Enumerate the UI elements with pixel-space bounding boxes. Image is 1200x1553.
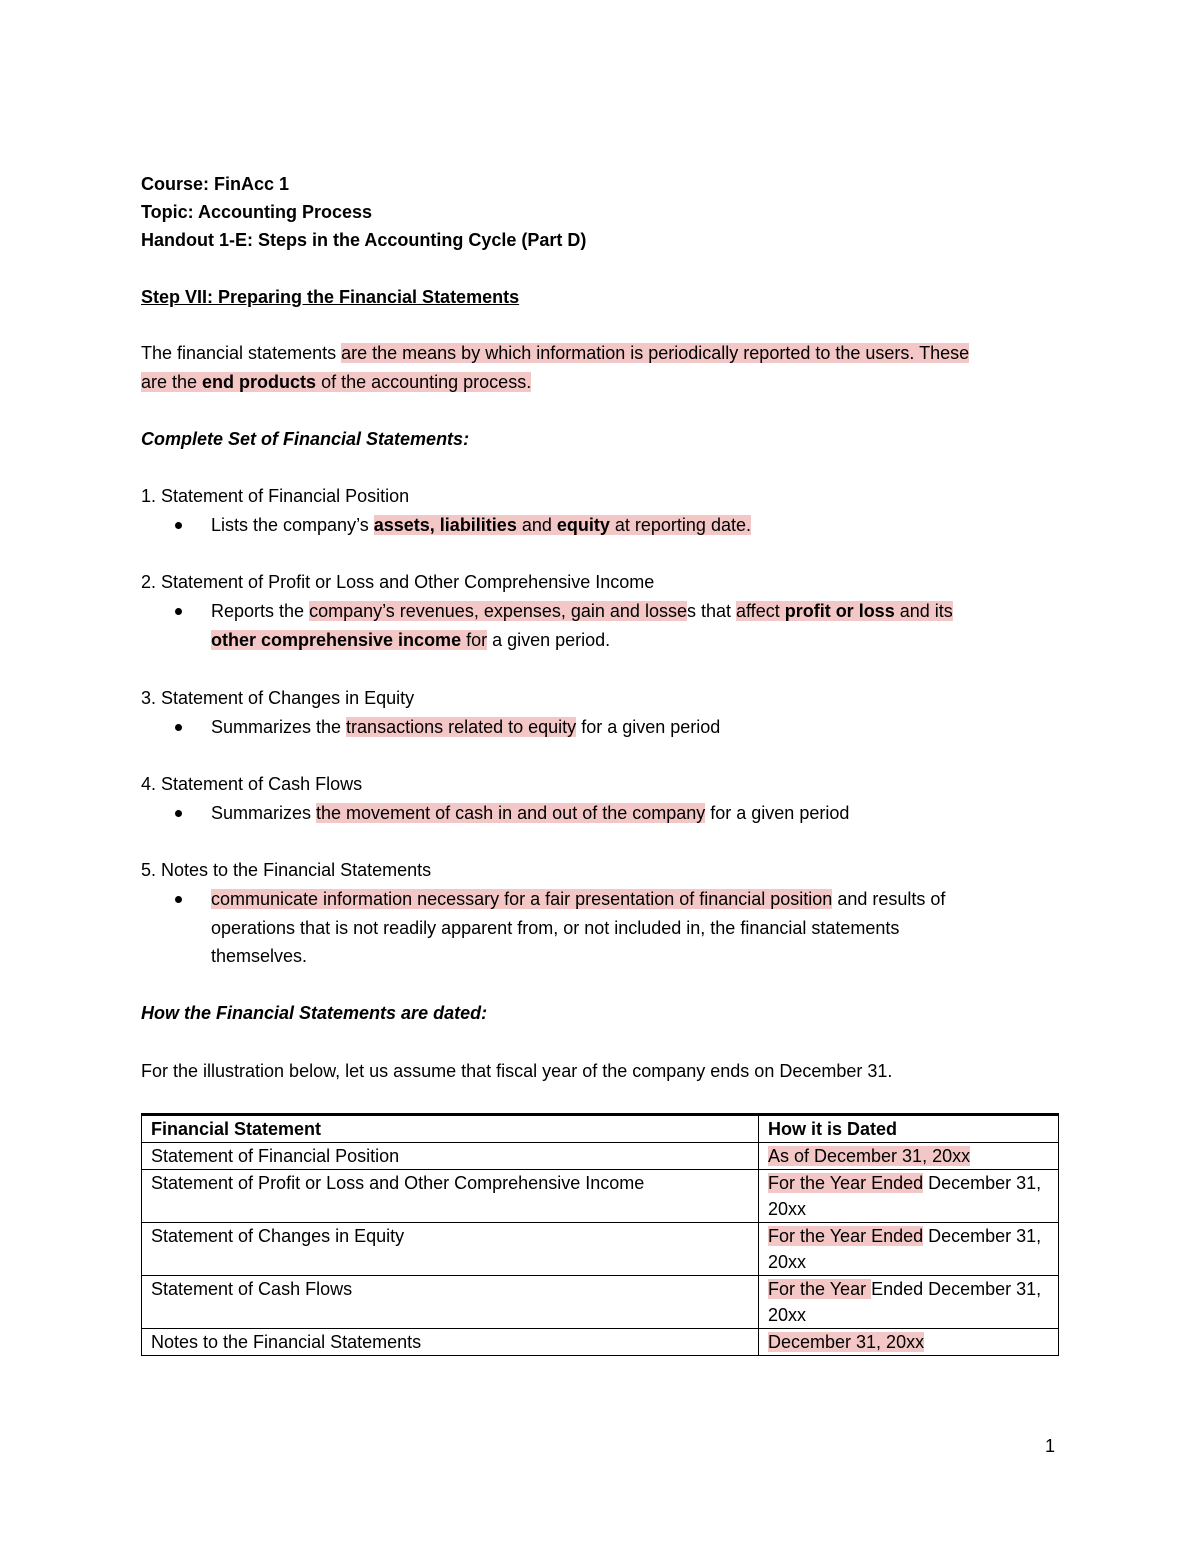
bullet-icon	[175, 810, 182, 817]
bullet-icon	[175, 522, 182, 529]
table-cell	[759, 1276, 1059, 1329]
item-1-desc	[211, 511, 751, 539]
table-cell: Statement of Cash Flows	[142, 1276, 759, 1329]
intro-highlight-2b: end products	[202, 372, 317, 392]
table-cell: Statement of Profit or Loss and Other Comprehensive Income	[142, 1170, 759, 1223]
table-cell	[759, 1329, 1059, 1356]
item-2-desc-line-1	[211, 597, 953, 625]
dating-table	[141, 1113, 1059, 1356]
highlight: other comprehensive income	[211, 630, 462, 650]
table-row	[142, 1276, 1059, 1329]
highlight: For the Year Ended	[768, 1173, 924, 1193]
highlight: For the Year Ended	[768, 1226, 924, 1246]
complete-set-heading: Complete Set of Financial Statements:	[141, 429, 470, 449]
highlight: the movement of cash in and out of the company	[316, 803, 706, 823]
highlight: affect	[736, 601, 785, 621]
intro-text: The financial statements	[141, 343, 342, 363]
intro-highlight-2c: of the accounting process.	[316, 372, 532, 392]
handout-title: Handout 1-E: Steps in the Accounting Cycle (Part D)	[141, 230, 587, 250]
table-row	[142, 1170, 1059, 1223]
table-row	[142, 1223, 1059, 1276]
item-4-desc	[211, 799, 849, 827]
text: Lists the company’s	[211, 515, 374, 535]
highlight: assets, liabilities	[373, 515, 517, 535]
text: a given period.	[487, 630, 611, 650]
highlight: communicate information necessary for a fair presentation of financial position	[211, 889, 833, 909]
intro-highlight-2a: are the	[141, 372, 203, 392]
highlight: transactions related to equity	[346, 717, 577, 737]
item-3-title: 3. Statement of Changes in Equity	[141, 688, 415, 708]
item-3-desc	[211, 713, 720, 741]
intro-highlight-1: are the means by which information is periodically reported to the users. These	[341, 343, 970, 363]
text: s that	[686, 601, 736, 621]
text: and results of	[832, 889, 946, 909]
highlight: As of December 31, 20xx	[768, 1146, 971, 1166]
highlight: and its	[894, 601, 953, 621]
item-2-title: 2. Statement of Profit or Loss and Other Comprehensive Income	[141, 572, 655, 592]
item-5-desc-line-1	[211, 885, 945, 913]
topic-line: Topic: Accounting Process	[141, 202, 373, 222]
text: Summarizes the	[211, 717, 347, 737]
text: Summarizes	[211, 803, 317, 823]
table-cell: Notes to the Financial Statements	[142, 1329, 759, 1356]
column-header: How it is Dated	[759, 1115, 1059, 1143]
table-cell	[759, 1143, 1059, 1170]
highlight: company’s revenues, expenses, gain and losse	[309, 601, 687, 621]
text: Ended December 31, 20xx	[768, 1279, 1042, 1325]
bullet-icon	[175, 608, 182, 615]
highlight: at reporting date.	[609, 515, 751, 535]
text: Reports the	[211, 601, 310, 621]
highlight: equity	[556, 515, 610, 535]
item-5-desc-line-2: operations that is not readily apparent from, or not included in, the financial statements	[211, 918, 900, 938]
highlight: profit or loss	[784, 601, 895, 621]
item-2-desc-line-2	[211, 626, 610, 654]
illustration-text: For the illustration below, let us assume that fiscal year of the company ends on December 31.	[141, 1061, 893, 1081]
column-header: Financial Statement	[142, 1115, 759, 1143]
step-title: Step VII: Preparing the Financial Statements	[141, 287, 520, 307]
text: for a given period	[576, 717, 721, 737]
table-row	[142, 1329, 1059, 1356]
highlight: for	[461, 630, 488, 650]
bullet-icon	[175, 896, 182, 903]
highlight: and	[516, 515, 557, 535]
text: December 31, 20xx	[768, 1226, 1042, 1272]
intro-line-2	[141, 368, 531, 396]
table-cell	[759, 1223, 1059, 1276]
table-row	[142, 1143, 1059, 1170]
item-1-title: 1. Statement of Financial Position	[141, 486, 410, 506]
item-4-title: 4. Statement of Cash Flows	[141, 774, 363, 794]
item-5-title: 5. Notes to the Financial Statements	[141, 860, 432, 880]
highlight: December 31, 20xx	[768, 1332, 925, 1352]
table-cell: Statement of Financial Position	[142, 1143, 759, 1170]
bullet-icon	[175, 724, 182, 731]
intro-line-1	[141, 339, 969, 367]
highlight: For the Year	[768, 1279, 872, 1299]
text: for a given period	[705, 803, 850, 823]
course-line: Course: FinAcc 1	[141, 174, 290, 194]
item-5-desc-line-3: themselves.	[211, 946, 308, 966]
table-cell	[759, 1170, 1059, 1223]
table-header-row	[142, 1115, 1059, 1143]
text: December 31, 20xx	[768, 1173, 1042, 1219]
dated-heading: How the Financial Statements are dated:	[141, 1003, 488, 1023]
table-cell: Statement of Changes in Equity	[142, 1223, 759, 1276]
page-number: 1	[1045, 1436, 1056, 1456]
